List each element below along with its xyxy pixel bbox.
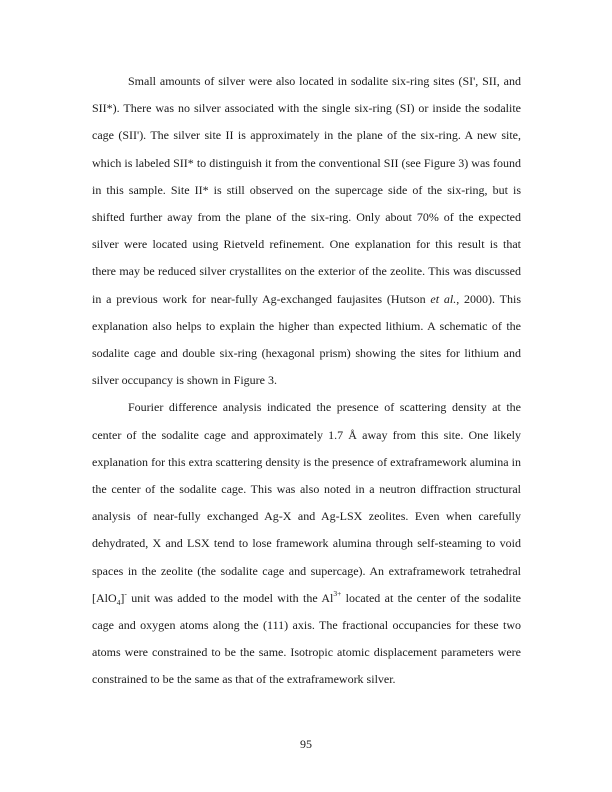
formula-alo4: [AlO$_4$]- — [92, 588, 127, 608]
text-line: in this sample. Site II* is still observed on the supercage side of the six-ring, but is — [92, 182, 521, 197]
text-line: constrained to be the same as that of the extraframework silver. — [92, 672, 396, 687]
text-line: there may be reduced silver crystallites on the exterior of the zeolite. This was discussed — [92, 264, 521, 279]
text-line: dehydrated, X and LSX tend to lose framework alumina through self-steaming to void — [92, 536, 521, 551]
text-line-citation — [92, 286, 521, 313]
text-line: Fourier difference analysis indicated the presence of scattering density at the — [128, 400, 521, 415]
text-line: SII*). There was no silver associated with the single six-ring (SI) or inside the sodalite — [92, 101, 521, 116]
text-line-formula — [92, 585, 521, 612]
text-line: cage and oxygen atoms along the (111) axis. The fractional occupancies for these two — [92, 618, 521, 633]
page-number: 95 — [300, 737, 312, 751]
text-line: analysis of near-fully exchanged Ag-X and Ag-LSX zeolites. Even when carefully — [92, 509, 521, 524]
text-line: atoms were constrained to be the same. Isotropic atomic displacement parameters were — [92, 645, 521, 660]
text-line: silver occupancy is shown in Figure 3. — [92, 373, 277, 388]
text-line: center of the sodalite cage and approximately 1.7 Å away from this site. One likely — [92, 427, 521, 442]
text-run: unit was added to the model with the Al — [126, 590, 334, 605]
al-charge: 3+ — [333, 588, 342, 598]
text-line: explanation for this extra scattering density is the presence of extraframework alumina in — [92, 454, 521, 469]
text-run: , 2000). This — [456, 291, 521, 306]
text-run: located at the center of the sodalite — [341, 590, 521, 605]
paragraph-silver-sites — [92, 68, 521, 394]
text-line: cage (SII'). The silver site II is approximately in the plane of the six-ring. A new site, — [92, 128, 521, 143]
text-line: which is labeled SII* to distinguish it from the conventional SII (see Figure 3) was found — [92, 155, 521, 170]
text-line: shifted further away from the plane of the six-ring. Only about 70% of the expected — [92, 210, 521, 225]
paragraph-fourier-analysis — [92, 394, 521, 693]
body-text — [92, 68, 521, 694]
text-line: sodalite cage and double six-ring (hexagonal prism) showing the sites for lithium and — [92, 346, 521, 361]
text-line: the center of the sodalite cage. This was also noted in a neutron diffraction structural — [92, 482, 521, 497]
citation-et-al: et al. — [430, 291, 457, 306]
text-line: silver were located using Rietveld refinement. One explanation for this result is that — [92, 237, 521, 252]
text-line: explanation also helps to explain the higher than expected lithium. A schematic of the — [92, 318, 521, 333]
text-run: in a previous work for near-fully Ag-exchanged faujasites (Hutson — [92, 291, 431, 306]
text-line: Small amounts of silver were also located in sodalite six-ring sites (SI', SII, and — [128, 74, 521, 88]
text-line: spaces in the zeolite (the sodalite cage and supercage). An extraframework tetrahedral — [92, 563, 521, 578]
